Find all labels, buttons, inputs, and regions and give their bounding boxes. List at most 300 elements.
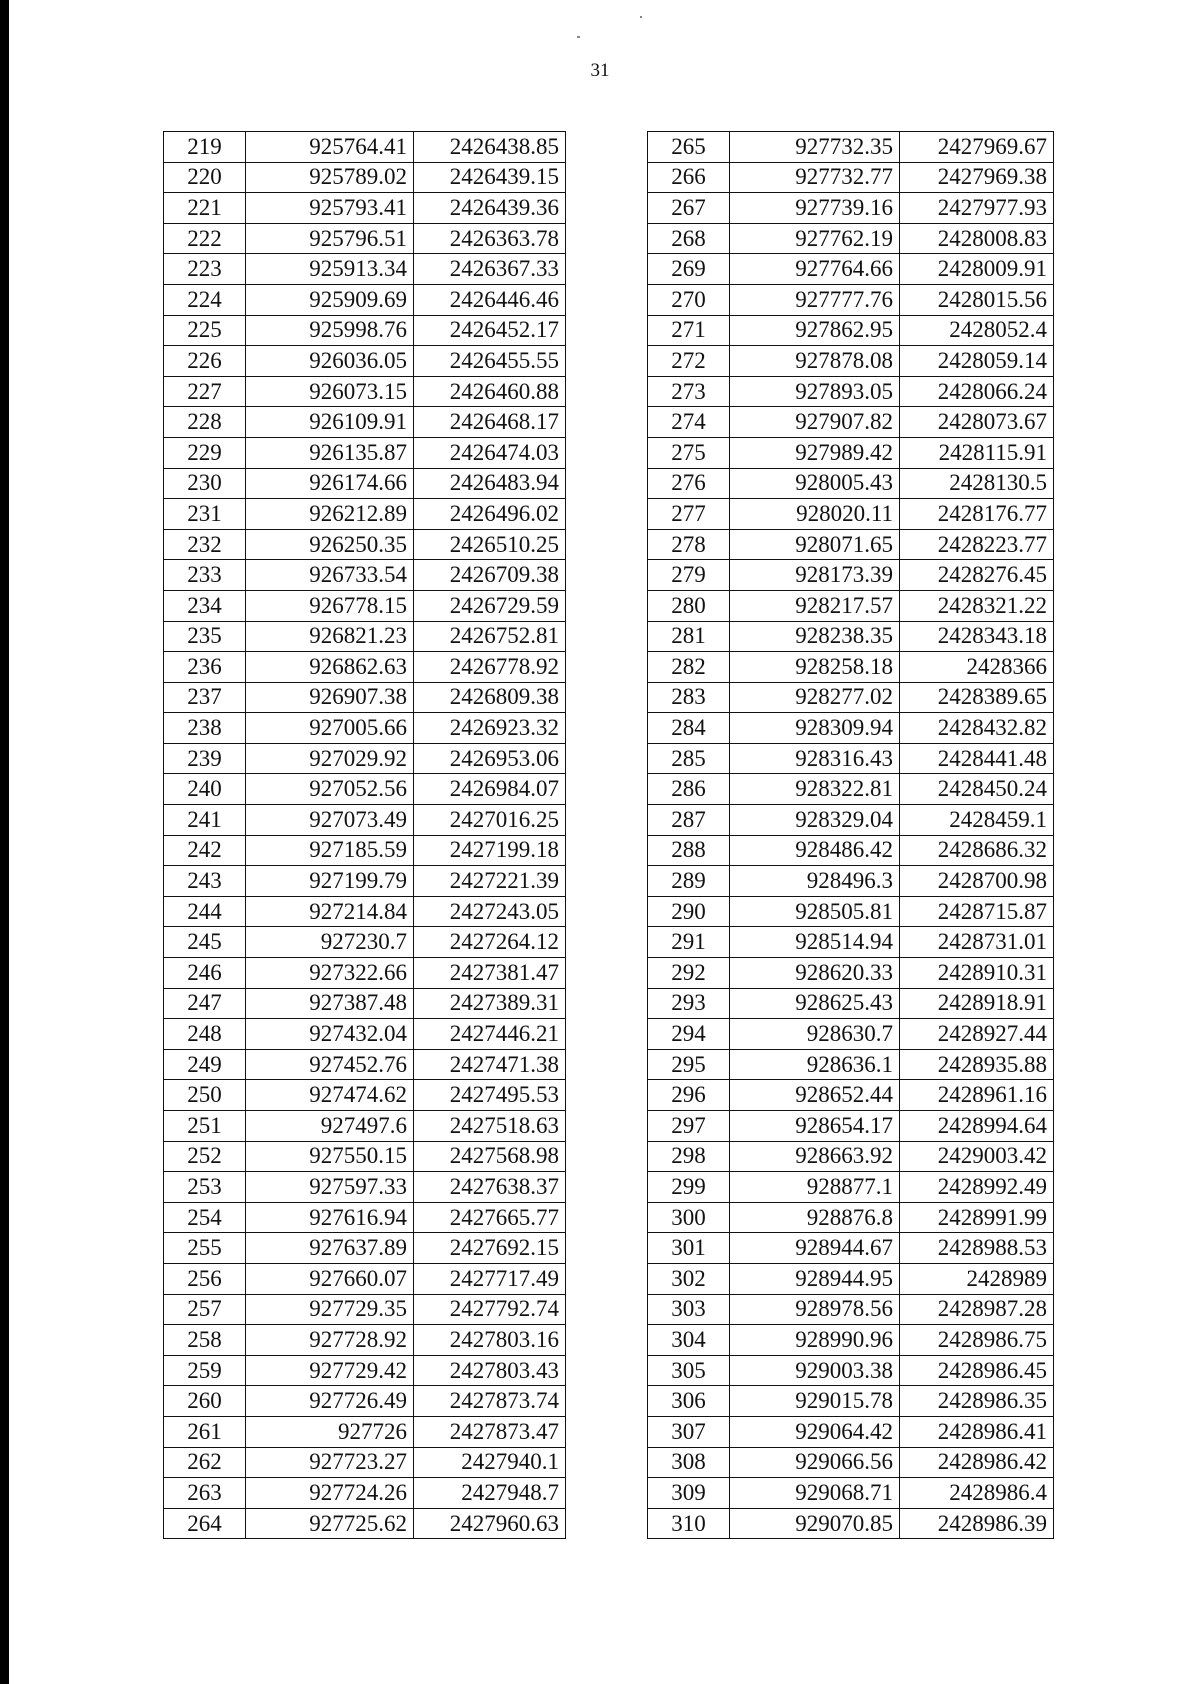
point-number-cell: 240 [164,774,246,805]
point-number-cell: 295 [648,1049,730,1080]
x-coordinate-cell: 928630.7 [730,1019,900,1050]
x-coordinate-cell: 927637.89 [246,1233,414,1264]
point-number-cell: 294 [648,1019,730,1050]
y-coordinate-cell: 2427495.53 [414,1080,566,1111]
x-coordinate-cell: 926821.23 [246,621,414,652]
x-coordinate-cell: 928329.04 [730,805,900,836]
point-number-cell: 288 [648,835,730,866]
x-coordinate-cell: 928514.94 [730,927,900,958]
x-coordinate-cell: 928652.44 [730,1080,900,1111]
x-coordinate-cell: 927660.07 [246,1263,414,1294]
point-number-cell: 283 [648,682,730,713]
point-number-cell: 257 [164,1294,246,1325]
x-coordinate-cell: 925796.51 [246,223,414,254]
table-row [164,652,566,683]
point-number-cell: 221 [164,193,246,224]
point-number-cell: 300 [648,1202,730,1233]
y-coordinate-cell: 2429003.42 [900,1141,1054,1172]
x-coordinate-cell: 927616.94 [246,1202,414,1233]
point-number-cell: 308 [648,1447,730,1478]
point-number-cell: 266 [648,162,730,193]
point-number-cell: 255 [164,1233,246,1264]
table-row [648,132,1054,163]
point-number-cell: 233 [164,560,246,591]
table-row [648,162,1054,193]
point-number-cell: 269 [648,254,730,285]
x-coordinate-cell: 927729.42 [246,1355,414,1386]
x-coordinate-cell: 926733.54 [246,560,414,591]
table-row [648,437,1054,468]
table-row [648,254,1054,285]
y-coordinate-cell: 2428686.32 [900,835,1054,866]
point-number-cell: 274 [648,407,730,438]
y-coordinate-cell: 2426496.02 [414,499,566,530]
y-coordinate-cell: 2427969.67 [900,132,1054,163]
x-coordinate-cell: 927597.33 [246,1172,414,1203]
x-coordinate-cell: 927322.66 [246,958,414,989]
point-number-cell: 270 [648,284,730,315]
x-coordinate-cell: 928316.43 [730,743,900,774]
point-number-cell: 231 [164,499,246,530]
y-coordinate-cell: 2426483.94 [414,468,566,499]
y-coordinate-cell: 2428986.4 [900,1478,1054,1509]
table-row [164,621,566,652]
table-row [648,284,1054,315]
x-coordinate-cell: 926212.89 [246,499,414,530]
point-number-cell: 235 [164,621,246,652]
point-number-cell: 244 [164,896,246,927]
point-number-cell: 309 [648,1478,730,1509]
y-coordinate-cell: 2427389.31 [414,988,566,1019]
y-coordinate-cell: 2428986.45 [900,1355,1054,1386]
y-coordinate-cell: 2427199.18 [414,835,566,866]
point-number-cell: 302 [648,1263,730,1294]
y-coordinate-cell: 2426468.17 [414,407,566,438]
x-coordinate-cell: 927005.66 [246,713,414,744]
x-coordinate-cell: 928877.1 [730,1172,900,1203]
table-row [648,407,1054,438]
point-number-cell: 273 [648,376,730,407]
point-number-cell: 290 [648,896,730,927]
x-coordinate-cell: 927185.59 [246,835,414,866]
point-number-cell: 275 [648,437,730,468]
table-row [164,437,566,468]
table-row [164,254,566,285]
y-coordinate-cell: 2427446.21 [414,1019,566,1050]
y-coordinate-cell: 2428459.1 [900,805,1054,836]
point-number-cell: 256 [164,1263,246,1294]
y-coordinate-cell: 2426709.38 [414,560,566,591]
point-number-cell: 276 [648,468,730,499]
table-row [164,1478,566,1509]
y-coordinate-cell: 2427692.15 [414,1233,566,1264]
x-coordinate-cell: 927029.92 [246,743,414,774]
table-row [648,866,1054,897]
table-row [648,590,1054,621]
x-coordinate-cell: 925789.02 [246,162,414,193]
point-number-cell: 245 [164,927,246,958]
coordinate-table-right [647,131,1054,1539]
point-number-cell: 268 [648,223,730,254]
x-coordinate-cell: 928173.39 [730,560,900,591]
x-coordinate-cell: 927724.26 [246,1478,414,1509]
x-coordinate-cell: 927989.42 [730,437,900,468]
scan-speck [640,16,642,18]
table-row [648,805,1054,836]
point-number-cell: 249 [164,1049,246,1080]
x-coordinate-cell: 928978.56 [730,1294,900,1325]
x-coordinate-cell: 928258.18 [730,652,900,683]
y-coordinate-cell: 2428008.83 [900,223,1054,254]
x-coordinate-cell: 925913.34 [246,254,414,285]
x-coordinate-cell: 927729.35 [246,1294,414,1325]
point-number-cell: 229 [164,437,246,468]
x-coordinate-cell: 927452.76 [246,1049,414,1080]
page-number: 31 [590,60,610,81]
y-coordinate-cell: 2426452.17 [414,315,566,346]
x-coordinate-cell: 927387.48 [246,988,414,1019]
x-coordinate-cell: 927497.6 [246,1111,414,1142]
table-row [164,988,566,1019]
point-number-cell: 251 [164,1111,246,1142]
table-row [648,682,1054,713]
x-coordinate-cell: 928322.81 [730,774,900,805]
y-coordinate-cell: 2427717.49 [414,1263,566,1294]
x-coordinate-cell: 928944.95 [730,1263,900,1294]
x-coordinate-cell: 929015.78 [730,1386,900,1417]
point-number-cell: 259 [164,1355,246,1386]
x-coordinate-cell: 928005.43 [730,468,900,499]
table-row [648,1080,1054,1111]
y-coordinate-cell: 2427221.39 [414,866,566,897]
table-row [164,407,566,438]
y-coordinate-cell: 2428130.5 [900,468,1054,499]
y-coordinate-cell: 2428994.64 [900,1111,1054,1142]
point-number-cell: 224 [164,284,246,315]
y-coordinate-cell: 2428432.82 [900,713,1054,744]
table-row [164,1355,566,1386]
point-number-cell: 234 [164,590,246,621]
y-coordinate-cell: 2427568.98 [414,1141,566,1172]
point-number-cell: 258 [164,1325,246,1356]
table-row [648,774,1054,805]
x-coordinate-cell: 927550.15 [246,1141,414,1172]
y-coordinate-cell: 2428910.31 [900,958,1054,989]
x-coordinate-cell: 926862.63 [246,652,414,683]
table-row [164,1172,566,1203]
x-coordinate-cell: 928654.17 [730,1111,900,1142]
y-coordinate-cell: 2426752.81 [414,621,566,652]
y-coordinate-cell: 2426446.46 [414,284,566,315]
point-number-cell: 297 [648,1111,730,1142]
y-coordinate-cell: 2426809.38 [414,682,566,713]
x-coordinate-cell: 928636.1 [730,1049,900,1080]
y-coordinate-cell: 2426953.06 [414,743,566,774]
point-number-cell: 282 [648,652,730,683]
table-row [648,1355,1054,1386]
table-row [648,499,1054,530]
x-coordinate-cell: 929064.42 [730,1416,900,1447]
y-coordinate-cell: 2426363.78 [414,223,566,254]
x-coordinate-cell: 928620.33 [730,958,900,989]
table-row [648,743,1054,774]
table-row [164,1325,566,1356]
y-coordinate-cell: 2428961.16 [900,1080,1054,1111]
table-row [164,1080,566,1111]
y-coordinate-cell: 2427243.05 [414,896,566,927]
y-coordinate-cell: 2427803.16 [414,1325,566,1356]
table-row [164,315,566,346]
point-number-cell: 303 [648,1294,730,1325]
y-coordinate-cell: 2428115.91 [900,437,1054,468]
table-row [648,988,1054,1019]
y-coordinate-cell: 2427665.77 [414,1202,566,1233]
point-number-cell: 310 [648,1508,730,1539]
point-number-cell: 222 [164,223,246,254]
x-coordinate-cell: 927762.19 [730,223,900,254]
x-coordinate-cell: 927432.04 [246,1019,414,1050]
point-number-cell: 271 [648,315,730,346]
table-row [648,1386,1054,1417]
point-number-cell: 230 [164,468,246,499]
point-number-cell: 292 [648,958,730,989]
point-number-cell: 291 [648,927,730,958]
table-row [648,376,1054,407]
point-number-cell: 220 [164,162,246,193]
y-coordinate-cell: 2428441.48 [900,743,1054,774]
x-coordinate-cell: 928238.35 [730,621,900,652]
point-number-cell: 262 [164,1447,246,1478]
y-coordinate-cell: 2427960.63 [414,1508,566,1539]
x-coordinate-cell: 926250.35 [246,529,414,560]
x-coordinate-cell: 925793.41 [246,193,414,224]
x-coordinate-cell: 929068.71 [730,1478,900,1509]
table-row [164,1447,566,1478]
x-coordinate-cell: 928496.3 [730,866,900,897]
point-number-cell: 301 [648,1233,730,1264]
x-coordinate-cell: 926907.38 [246,682,414,713]
table-row [164,866,566,897]
y-coordinate-cell: 2427873.47 [414,1416,566,1447]
table-row [648,1294,1054,1325]
table-row [648,1172,1054,1203]
table-row [164,284,566,315]
point-number-cell: 241 [164,805,246,836]
table-row [164,162,566,193]
x-coordinate-cell: 928309.94 [730,713,900,744]
point-number-cell: 267 [648,193,730,224]
point-number-cell: 281 [648,621,730,652]
y-coordinate-cell: 2426729.59 [414,590,566,621]
point-number-cell: 285 [648,743,730,774]
point-number-cell: 250 [164,1080,246,1111]
x-coordinate-cell: 927732.35 [730,132,900,163]
table-row [648,1019,1054,1050]
y-coordinate-cell: 2427638.37 [414,1172,566,1203]
y-coordinate-cell: 2428986.39 [900,1508,1054,1539]
y-coordinate-cell: 2426438.85 [414,132,566,163]
y-coordinate-cell: 2428223.77 [900,529,1054,560]
point-number-cell: 246 [164,958,246,989]
coordinate-table-left [163,131,566,1539]
y-coordinate-cell: 2427948.7 [414,1478,566,1509]
y-coordinate-cell: 2428009.91 [900,254,1054,285]
point-number-cell: 223 [164,254,246,285]
point-number-cell: 239 [164,743,246,774]
point-number-cell: 307 [648,1416,730,1447]
point-number-cell: 260 [164,1386,246,1417]
table-row [648,529,1054,560]
point-number-cell: 305 [648,1355,730,1386]
x-coordinate-cell: 925764.41 [246,132,414,163]
table-row [164,193,566,224]
y-coordinate-cell: 2427792.74 [414,1294,566,1325]
point-number-cell: 284 [648,713,730,744]
y-coordinate-cell: 2428927.44 [900,1019,1054,1050]
y-coordinate-cell: 2428059.14 [900,346,1054,377]
point-number-cell: 261 [164,1416,246,1447]
x-coordinate-cell: 926135.87 [246,437,414,468]
table-row [164,927,566,958]
point-number-cell: 219 [164,132,246,163]
y-coordinate-cell: 2428992.49 [900,1172,1054,1203]
table-row [164,132,566,163]
point-number-cell: 263 [164,1478,246,1509]
table-row [648,1263,1054,1294]
y-coordinate-cell: 2428986.41 [900,1416,1054,1447]
y-coordinate-cell: 2428987.28 [900,1294,1054,1325]
point-number-cell: 254 [164,1202,246,1233]
x-coordinate-cell: 927214.84 [246,896,414,927]
y-coordinate-cell: 2427873.74 [414,1386,566,1417]
y-coordinate-cell: 2427264.12 [414,927,566,958]
x-coordinate-cell: 926778.15 [246,590,414,621]
table-row [164,958,566,989]
x-coordinate-cell: 926073.15 [246,376,414,407]
point-number-cell: 236 [164,652,246,683]
x-coordinate-cell: 927893.05 [730,376,900,407]
point-number-cell: 298 [648,1141,730,1172]
table-row [648,1508,1054,1539]
table-row [648,1325,1054,1356]
x-coordinate-cell: 927732.77 [730,162,900,193]
table-row [164,529,566,560]
table-row [648,1141,1054,1172]
x-coordinate-cell: 928876.8 [730,1202,900,1233]
y-coordinate-cell: 2428986.75 [900,1325,1054,1356]
x-coordinate-cell: 927199.79 [246,866,414,897]
table-row [648,958,1054,989]
y-coordinate-cell: 2427803.43 [414,1355,566,1386]
table-row [164,1294,566,1325]
x-coordinate-cell: 929070.85 [730,1508,900,1539]
point-number-cell: 227 [164,376,246,407]
x-coordinate-cell: 925998.76 [246,315,414,346]
x-coordinate-cell: 926036.05 [246,346,414,377]
y-coordinate-cell: 2428988.53 [900,1233,1054,1264]
table-row [164,1416,566,1447]
table-row [648,1478,1054,1509]
y-coordinate-cell: 2427381.47 [414,958,566,989]
table-row [164,560,566,591]
y-coordinate-cell: 2428731.01 [900,927,1054,958]
y-coordinate-cell: 2427016.25 [414,805,566,836]
point-number-cell: 243 [164,866,246,897]
y-coordinate-cell: 2426460.88 [414,376,566,407]
table-row [164,896,566,927]
table-row [648,652,1054,683]
point-number-cell: 278 [648,529,730,560]
x-coordinate-cell: 928277.02 [730,682,900,713]
x-coordinate-cell: 929003.38 [730,1355,900,1386]
x-coordinate-cell: 928486.42 [730,835,900,866]
table-row [164,1508,566,1539]
point-number-cell: 286 [648,774,730,805]
point-number-cell: 232 [164,529,246,560]
x-coordinate-cell: 927052.56 [246,774,414,805]
table-row [648,713,1054,744]
x-coordinate-cell: 928663.92 [730,1141,900,1172]
point-number-cell: 299 [648,1172,730,1203]
y-coordinate-cell: 2428450.24 [900,774,1054,805]
table-row [648,1049,1054,1080]
y-coordinate-cell: 2428321.22 [900,590,1054,621]
table-row [164,346,566,377]
point-number-cell: 306 [648,1386,730,1417]
y-coordinate-cell: 2428073.67 [900,407,1054,438]
x-coordinate-cell: 927726.49 [246,1386,414,1417]
table-row [164,1233,566,1264]
point-number-cell: 225 [164,315,246,346]
y-coordinate-cell: 2427969.38 [900,162,1054,193]
y-coordinate-cell: 2427940.1 [414,1447,566,1478]
x-coordinate-cell: 928944.67 [730,1233,900,1264]
table-row [164,499,566,530]
table-row [648,835,1054,866]
y-coordinate-cell: 2426474.03 [414,437,566,468]
y-coordinate-cell: 2427471.38 [414,1049,566,1080]
point-number-cell: 253 [164,1172,246,1203]
point-number-cell: 226 [164,346,246,377]
y-coordinate-cell: 2428052.4 [900,315,1054,346]
point-number-cell: 248 [164,1019,246,1050]
y-coordinate-cell: 2428015.56 [900,284,1054,315]
y-coordinate-cell: 2426439.15 [414,162,566,193]
y-coordinate-cell: 2426984.07 [414,774,566,805]
table-row [164,223,566,254]
point-number-cell: 289 [648,866,730,897]
table-row [648,621,1054,652]
x-coordinate-cell: 927739.16 [730,193,900,224]
x-coordinate-cell: 928217.57 [730,590,900,621]
table-row [164,1141,566,1172]
table-row [164,590,566,621]
point-number-cell: 296 [648,1080,730,1111]
x-coordinate-cell: 927878.08 [730,346,900,377]
point-number-cell: 272 [648,346,730,377]
y-coordinate-cell: 2428935.88 [900,1049,1054,1080]
y-coordinate-cell: 2428918.91 [900,988,1054,1019]
x-coordinate-cell: 927230.7 [246,927,414,958]
x-coordinate-cell: 928020.11 [730,499,900,530]
table-row [164,1263,566,1294]
table-row [648,1416,1054,1447]
x-coordinate-cell: 927474.62 [246,1080,414,1111]
table-row [164,805,566,836]
y-coordinate-cell: 2428986.42 [900,1447,1054,1478]
y-coordinate-cell: 2428986.35 [900,1386,1054,1417]
x-coordinate-cell: 927073.49 [246,805,414,836]
